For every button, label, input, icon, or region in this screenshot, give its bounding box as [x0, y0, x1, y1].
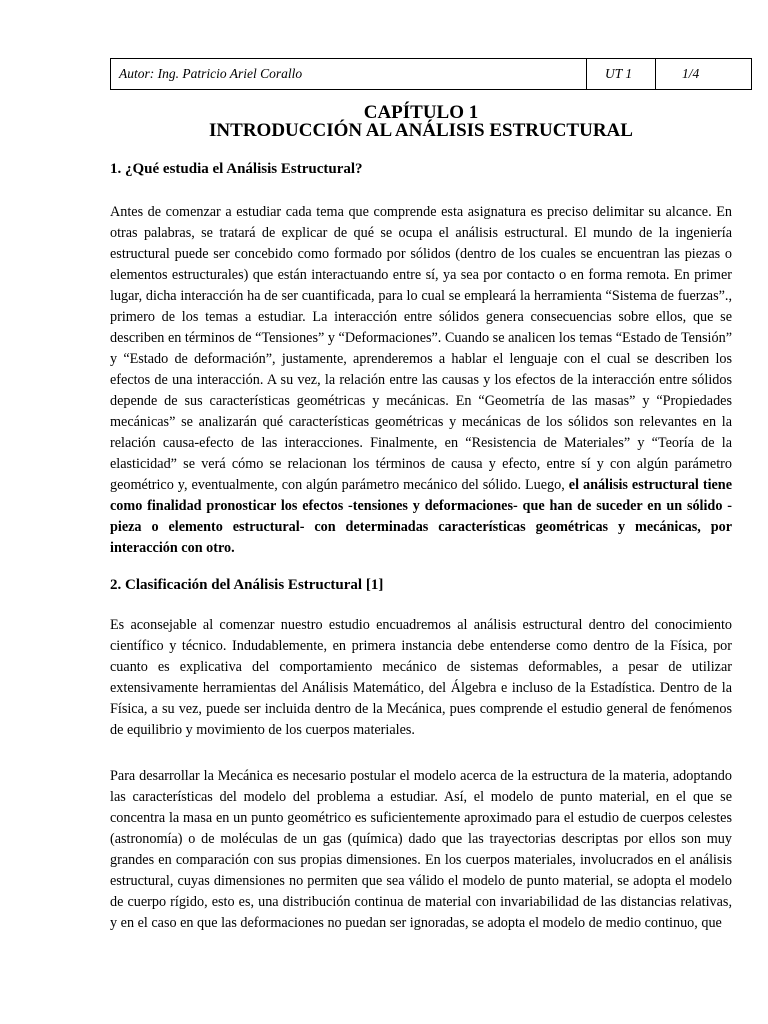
chapter-title: INTRODUCCIÓN AL ANÁLISIS ESTRUCTURAL	[209, 120, 633, 141]
chapter-number: CAPÍTULO 1	[363, 102, 479, 123]
section-2-paragraph-2: Para desarrollar la Mecánica es necesario postular el modelo acerca de la estructura de la materia, adoptando las características del modelo del problema a estudiar. Así, el modelo de punto material, en el que se concentra la masa en un punto geométrico es suficientemente aproximado para el estudio de cuerpos celestes (astronomía) o de moléculas de un gas (química) dado que las trayectorias descriptas por ellos son muy grandes en comparación con sus propias dimensiones. En los cuerpos materiales, involucrados en el análisis estructural, cuyas dimensiones no permiten que sea válido el modelo de punto material, se adopta el modelo de cuerpo rígido, esto es, una distribución continua de material con invariabilidad de las distancias relativas, y en el caso en que las deformaciones no puedan ser ignoradas, se adopta el modelo de medio continuo, que	[110, 768, 732, 931]
page-header	[110, 58, 752, 90]
section-2-heading: 2. Clasificación del Análisis Estructural [1]	[110, 577, 384, 593]
author-cell: Autor: Ing. Patricio Ariel Corallo	[111, 59, 587, 89]
section-1-paragraph-text: Antes de comenzar a estudiar cada tema que comprende esta asignatura es preciso delimitar su alcance. En otras palabras, se tratará de explicar de qué se ocupa el análisis estructural. El mundo de la ingeniería estructural puede ser concebido como formado por sólidos (dentro de los cuales se encuentran las piezas o elementos estructurales) que están interactuando entre sí, ya sea por contacto o en forma remota. En primer lugar, dicha interacción ha de ser cuantificada, para lo cual se empleará la herramienta “Sistema de fuerzas”., primero de los temas a estudiar. La interacción entre sólidos genera consecuencias sobre ellos, que se describen en términos de “Tensiones” y “Deformaciones”. Cuando se analicen los temas “Estado de Tensión” y “Estado de deformación”, justamente, aprenderemos a hablar el lenguaje con el cual se describen los efectos de una interacción. A su vez, la relación entre las causas y los efectos de la interacción entre sólidos depende de sus características geométricas y mecánicas. En “Geometría de las masas” y “Propiedades mecánicas” se analizarán qué características geométricas y mecánicas de los sólidos son relevantes en la relación causa-efecto de las interacciones. Finalmente, en “Resistencia de Materiales” y “Teoría de la elasticidad” se verá cómo se relacionan los términos de causa y efecto, entre sí y con algún parámetro geométrico y, eventualmente, con algún parámetro mecánico del sólido. Luego,	[110, 204, 732, 493]
section-1-heading: 1. ¿Qué estudia el Análisis Estructural?	[110, 161, 363, 177]
unit-cell: UT 1	[587, 59, 656, 89]
section-1-paragraph-bold: el análisis estructural tiene como finalidad pronosticar los efectos -tensiones y deformaciones- que han de suceder en un sólido -pieza o elemento estructural- con determinadas características geométricas y mecánicas, por interacción con otro.	[110, 477, 732, 556]
section-1-paragraph	[110, 202, 732, 559]
section-2-paragraph-1: Es aconsejable al comenzar nuestro estudio encuadremos al análisis estructural dentro del conocimiento científico y técnico. Indudablemente, en primera instancia debe entenderse como dentro de la Física, por cuanto es explicativa del comportamiento mecánico de sistemas deformables, a pesar de utilizar extensivamente herramientas del Análisis Matemático, del Álgebra e incluso de la Estadística. Dentro de la Física, a su vez, puede ser incluida dentro de la Mecánica, pues comprende el estudio general de fenómenos de equilibrio y movimiento de los cuerpos materiales.	[110, 617, 732, 738]
page-number-cell: 1/4	[682, 66, 700, 81]
